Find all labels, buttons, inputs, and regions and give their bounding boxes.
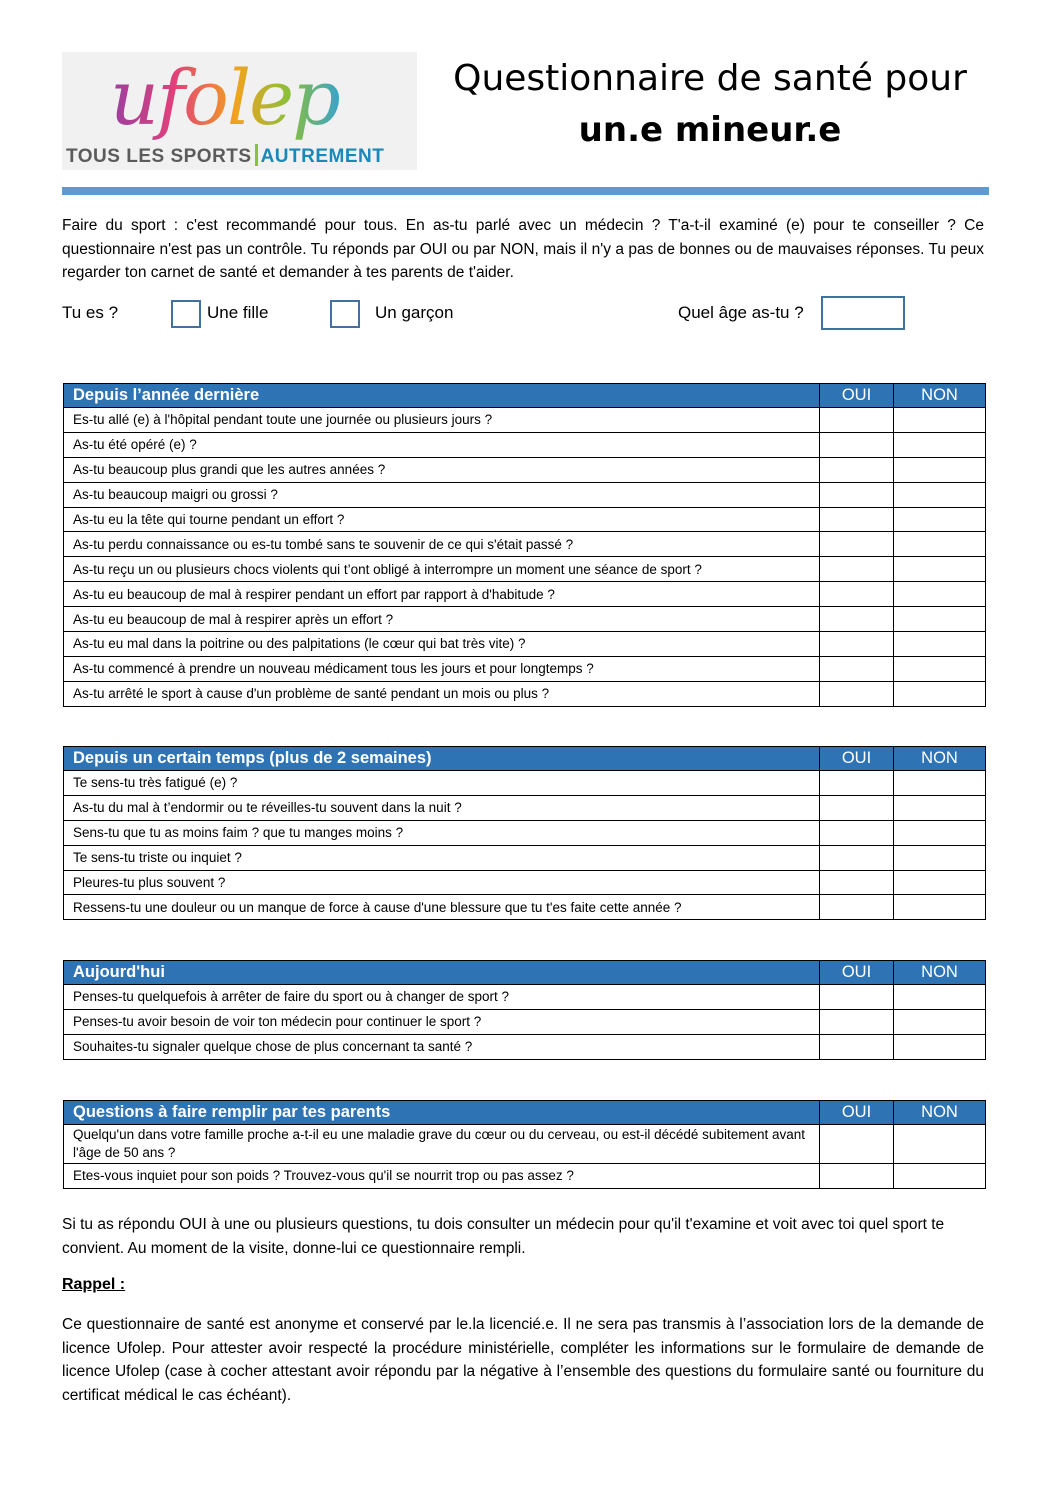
non-column-header: NON <box>894 961 986 985</box>
oui-column-header: OUI <box>820 961 894 985</box>
question-row <box>64 820 986 845</box>
question-text: Souhaites-tu signaler quelque chose de plus concernant ta santé ? <box>64 1034 820 1059</box>
oui-answer-cell[interactable] <box>820 656 894 681</box>
non-answer-cell[interactable] <box>894 507 986 532</box>
non-answer-cell[interactable] <box>894 432 986 457</box>
questions-table-certain-temps <box>63 746 986 920</box>
non-answer-cell[interactable] <box>894 1034 986 1059</box>
table-header-row <box>64 747 986 771</box>
non-answer-cell[interactable] <box>894 457 986 482</box>
question-text: Te sens-tu très fatigué (e) ? <box>64 771 820 796</box>
non-answer-cell[interactable] <box>894 985 986 1010</box>
question-text: Es-tu allé (e) à l'hôpital pendant toute une journée ou plusieurs jours ? <box>64 408 820 433</box>
non-answer-cell[interactable] <box>894 656 986 681</box>
ufolep-logo <box>62 52 417 170</box>
question-row <box>64 1009 986 1034</box>
oui-answer-cell[interactable] <box>820 557 894 582</box>
non-answer-cell[interactable] <box>894 1009 986 1034</box>
non-answer-cell[interactable] <box>894 557 986 582</box>
non-answer-cell[interactable] <box>894 582 986 607</box>
question-text: As-tu perdu connaissance ou es-tu tombé sans te souvenir de ce qui s'était passé ? <box>64 532 820 557</box>
oui-answer-cell[interactable] <box>820 1009 894 1034</box>
table-header-row <box>64 961 986 985</box>
question-row <box>64 482 986 507</box>
identity-row <box>62 296 984 332</box>
question-text: Penses-tu avoir besoin de voir ton médecin pour continuer le sport ? <box>64 1009 820 1034</box>
question-text: As-tu eu la tête qui tourne pendant un effort ? <box>64 507 820 532</box>
question-text: Quelqu'un dans votre famille proche a-t-il eu une maladie grave du cœur ou du cerveau, ou est-il décédé subitement avant l'âge de 50 ans ? <box>64 1125 820 1164</box>
section-title: Depuis un certain temps (plus de 2 semaines) <box>64 747 820 771</box>
fille-label: Une fille <box>207 303 269 322</box>
table-header-row <box>64 1101 986 1125</box>
oui-answer-cell[interactable] <box>820 457 894 482</box>
garcon-label: Un garçon <box>375 303 454 322</box>
non-answer-cell[interactable] <box>894 532 986 557</box>
question-text: As-tu beaucoup plus grandi que les autres années ? <box>64 457 820 482</box>
oui-answer-cell[interactable] <box>820 532 894 557</box>
question-text: As-tu été opéré (e) ? <box>64 432 820 457</box>
oui-answer-cell[interactable] <box>820 870 894 895</box>
non-column-header: NON <box>894 1101 986 1125</box>
question-row <box>64 507 986 532</box>
question-text: As-tu arrêté le sport à cause d'un problème de santé pendant un mois ou plus ? <box>64 681 820 706</box>
oui-answer-cell[interactable] <box>820 482 894 507</box>
rappel-paragraph: Ce questionnaire de santé est anonyme et conservé par le.la licencié.e. Il ne sera pas transmis à l’association lors de la demande de licence Ufolep. Pour attester avoir respecté la procédure ministérielle, compléter les informations sur le formulaire de demande de licence Ufolep (case à cocher attestant avoir répondu par la négative à l’ensemble des questions du formulaire santé ou fourniture du certificat médical le cas échéant). <box>62 1316 984 1404</box>
header-divider <box>62 187 989 195</box>
title-line1: Questionnaire de santé pour <box>453 58 967 99</box>
table-header-row <box>64 384 986 408</box>
question-row <box>64 557 986 582</box>
question-text: As-tu commencé à prendre un nouveau médicament tous les jours et pour longtemps ? <box>64 656 820 681</box>
question-row <box>64 408 986 433</box>
oui-answer-cell[interactable] <box>820 985 894 1010</box>
logo-wordmark: ufolep <box>110 53 339 142</box>
rappel-heading: Rappel : <box>62 1276 126 1293</box>
checkbox-garcon[interactable] <box>330 300 360 328</box>
non-answer-cell[interactable] <box>894 795 986 820</box>
non-answer-cell[interactable] <box>894 607 986 632</box>
question-text: As-tu reçu un ou plusieurs chocs violents qui t’ont obligé à interrompre un moment une séance de sport ? <box>64 557 820 582</box>
question-text: As-tu eu mal dans la poitrine ou des palpitations (le cœur qui bat très vite) ? <box>64 632 820 657</box>
logo-slash <box>255 144 258 166</box>
tu-es-label: Tu es ? <box>62 303 119 322</box>
question-text: As-tu eu beaucoup de mal à respirer pendant un effort par rapport à d'habitude ? <box>64 582 820 607</box>
oui-answer-cell[interactable] <box>820 432 894 457</box>
question-row <box>64 771 986 796</box>
question-row <box>64 582 986 607</box>
question-row <box>64 1125 986 1164</box>
oui-answer-cell[interactable] <box>820 408 894 433</box>
questions-table-aujourdhui <box>63 960 986 1060</box>
question-row <box>64 432 986 457</box>
conclusion-paragraph: Si tu as répondu OUI à une ou plusieurs questions, tu dois consulter un médecin pour qu'il t'examine et voit avec toi quel sport te convient. Au moment de la visite, donne-lui ce questionnaire rempli. <box>62 1216 945 1257</box>
question-row <box>64 532 986 557</box>
oui-answer-cell[interactable] <box>820 1164 894 1189</box>
question-row <box>64 632 986 657</box>
oui-answer-cell[interactable] <box>820 632 894 657</box>
oui-answer-cell[interactable] <box>820 1034 894 1059</box>
non-answer-cell[interactable] <box>894 681 986 706</box>
age-input-box[interactable] <box>821 296 905 330</box>
question-text: Etes-vous inquiet pour son poids ? Trouvez-vous qu'il se nourrit trop ou pas assez ? <box>64 1164 820 1189</box>
non-answer-cell[interactable] <box>894 771 986 796</box>
oui-answer-cell[interactable] <box>820 795 894 820</box>
logo-tagline-part2: AUTREMENT <box>260 146 385 167</box>
question-row <box>64 1164 986 1189</box>
non-answer-cell[interactable] <box>894 482 986 507</box>
oui-answer-cell[interactable] <box>820 607 894 632</box>
intro-paragraph: Faire du sport : c'est recommandé pour tous. En as-tu parlé avec un médecin ? T'a-t-il examiné (e) pour te conseiller ? Ce questionnaire n'est pas un contrôle. Tu réponds par OUI ou par NON, mais il n'y a pas de bonnes ou de mauvaises réponses. Tu peux regarder ton carnet de santé et demander à tes parents de t'aider. <box>62 217 984 281</box>
checkbox-fille[interactable] <box>171 300 201 328</box>
question-text: Penses-tu quelquefois à arrêter de faire du sport ou à changer de sport ? <box>64 985 820 1010</box>
non-answer-cell[interactable] <box>894 820 986 845</box>
oui-answer-cell[interactable] <box>820 681 894 706</box>
question-text: Te sens-tu triste ou inquiet ? <box>64 845 820 870</box>
non-answer-cell[interactable] <box>894 845 986 870</box>
section-title: Aujourd'hui <box>64 961 820 985</box>
questions-table-parents <box>63 1100 986 1189</box>
oui-answer-cell[interactable] <box>820 845 894 870</box>
oui-answer-cell[interactable] <box>820 507 894 532</box>
oui-column-header: OUI <box>820 1101 894 1125</box>
question-row <box>64 681 986 706</box>
question-text: As-tu eu beaucoup de mal à respirer après un effort ? <box>64 607 820 632</box>
oui-answer-cell[interactable] <box>820 820 894 845</box>
question-text: As-tu beaucoup maigri ou grossi ? <box>64 482 820 507</box>
section-title: Questions à faire remplir par tes parents <box>64 1101 820 1125</box>
question-text: As-tu du mal à t’endormir ou te réveilles-tu souvent dans la nuit ? <box>64 795 820 820</box>
question-text: Sens-tu que tu as moins faim ? que tu manges moins ? <box>64 820 820 845</box>
age-label: Quel âge as-tu ? <box>678 303 804 322</box>
question-text: Ressens-tu une douleur ou un manque de force à cause d'une blessure que tu t'es faite cette année ? <box>64 895 820 920</box>
non-answer-cell[interactable] <box>894 408 986 433</box>
non-answer-cell[interactable] <box>894 895 986 920</box>
oui-answer-cell[interactable] <box>820 895 894 920</box>
question-row <box>64 1034 986 1059</box>
question-row <box>64 845 986 870</box>
oui-column-header: OUI <box>820 747 894 771</box>
section-title: Depuis l’année dernière <box>64 384 820 408</box>
question-text: Pleures-tu plus souvent ? <box>64 870 820 895</box>
page-title <box>430 56 990 158</box>
question-row <box>64 985 986 1010</box>
non-answer-cell[interactable] <box>894 1125 986 1164</box>
non-answer-cell[interactable] <box>894 632 986 657</box>
non-answer-cell[interactable] <box>894 870 986 895</box>
question-row <box>64 656 986 681</box>
non-answer-cell[interactable] <box>894 1164 986 1189</box>
logo-tagline <box>66 144 384 168</box>
question-row <box>64 895 986 920</box>
question-row <box>64 870 986 895</box>
title-line2: un.e mineur.e <box>578 110 842 150</box>
logo-tagline-part1: TOUS LES SPORTS <box>66 146 252 167</box>
non-column-header: NON <box>894 384 986 408</box>
oui-column-header: OUI <box>820 384 894 408</box>
question-row <box>64 607 986 632</box>
questions-table-annee-derniere <box>63 383 986 707</box>
question-row <box>64 457 986 482</box>
oui-answer-cell[interactable] <box>820 771 894 796</box>
non-column-header: NON <box>894 747 986 771</box>
oui-answer-cell[interactable] <box>820 1125 894 1164</box>
question-row <box>64 795 986 820</box>
oui-answer-cell[interactable] <box>820 582 894 607</box>
